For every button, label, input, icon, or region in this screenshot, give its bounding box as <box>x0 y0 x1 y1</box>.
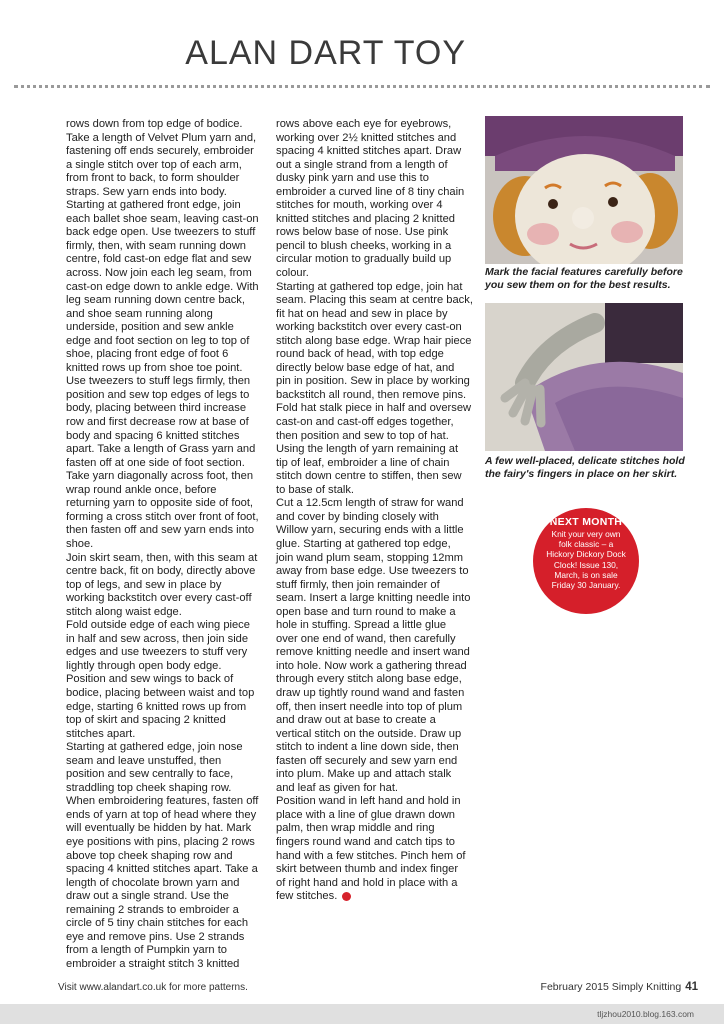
text-line: and draw out at base to create a <box>276 714 436 727</box>
text-line: and cover by binding closely with <box>276 510 439 523</box>
text-line: draw out a single strand. Use the <box>66 890 229 903</box>
text-line: Position wand in left hand and hold in <box>276 795 461 808</box>
text-line: off, then insert needle into top of plum <box>276 700 463 713</box>
text-line: backstitch all round, then remove pins. <box>276 388 467 401</box>
text-line: circular motion to gradually build up <box>276 253 452 266</box>
text-line: Take yarn diagonally across foot, then <box>66 470 254 483</box>
text-line: knitted rows up from shoe toe point. <box>66 361 243 374</box>
page-title: ALAN DART TOY <box>185 34 466 72</box>
text-line: away from base edge. Use tweezers to <box>276 565 469 578</box>
text-line: body, placing between third increase <box>66 402 247 415</box>
text-line: will eventually be hidden by hat. Mark <box>66 822 252 835</box>
end-bullet-icon <box>342 892 351 901</box>
text-line: length of chocolate brown yarn and <box>66 876 240 889</box>
watermark: tljzhou2010.blog.163.com <box>597 1009 694 1019</box>
text-line: body and spacing 6 knitted stitches <box>66 429 240 442</box>
text-line: from front to back, to form shoulder <box>66 172 240 185</box>
text-line: Starting at gathered top edge, join hat <box>276 280 463 293</box>
text-line: rows down from top edge of bodice. <box>66 118 243 130</box>
text-line: pencil to blush cheeks, working in a <box>276 239 452 252</box>
text-line: shoe. <box>66 537 94 550</box>
text-line: palm, then wrap middle and ring <box>276 822 435 835</box>
text-line: place with a line of glue drawn down <box>276 808 455 821</box>
text-line: eye and remove pins. Use 2 strands <box>66 930 245 943</box>
text-line: seam and leave unstuffed, then <box>66 754 222 767</box>
text-line: working over 2½ knitted stitches and <box>276 131 457 144</box>
text-column-2 <box>276 118 478 904</box>
text-line: top of skirt and spacing 2 knitted <box>66 714 226 727</box>
text-line: working backstitch over every cast-off <box>66 592 252 605</box>
text-line: seam. Insert a large knitting needle into <box>276 592 471 605</box>
text-line: apart. Take a length of Grass yarn and <box>66 443 256 456</box>
text-line: Using the length of yarn remaining at <box>276 443 459 456</box>
text-line: dusky pink yarn and use this to <box>276 172 429 185</box>
text-line: above top cheek shaping row and <box>66 849 233 862</box>
text-line: a single stitch over top of each arm, <box>66 158 242 171</box>
text-line: then position and sew to top of hat. <box>276 429 449 442</box>
text-line: vertical stitch on the outside. Draw up <box>276 727 462 740</box>
text-line: Starting at gathered edge, join nose <box>66 741 243 754</box>
text-line: straddling top cheek shaping row. <box>66 781 232 794</box>
text-line: edge, starting 6 knitted rows up from <box>66 700 247 713</box>
text-line: hand with a few stitches. Pinch hem of <box>276 849 466 862</box>
doll-face-photo <box>485 116 683 264</box>
text-line: and leaf as given for hat. <box>276 781 399 794</box>
doll-hand-photo <box>485 303 683 451</box>
header-divider <box>14 85 710 88</box>
text-line: skirt between thumb and index finger <box>276 863 459 876</box>
text-line: stitches apart. <box>66 727 136 740</box>
text-line: stitch down centre to stiffen, then sew <box>276 470 462 483</box>
text-line: Willow yarn, securing ends with a little <box>276 524 464 537</box>
text-line: circle of 5 tiny chain stitches for each <box>66 917 249 930</box>
text-line: from a length of Pumpkin yarn to <box>66 944 228 957</box>
text-line: Cut a 12.5cm length of straw for wand <box>276 497 464 510</box>
text-line: firmly, then, with seam running down <box>66 239 246 252</box>
text-line: fasten off at one side of foot section. <box>66 456 245 469</box>
text-line: straps. Sew yarn ends into body. <box>66 185 227 198</box>
text-line: remove knitting needle and insert wand <box>276 646 470 659</box>
text-line: forming a cross stitch over front of foot, <box>66 510 259 523</box>
text-line: embroider a straight stitch 3 knitted <box>66 957 240 970</box>
text-line: across. Now join each leg seam, from <box>66 267 252 280</box>
text-line: working backstitch over every cast-on <box>276 321 462 334</box>
text-line: row and first decrease row at base of <box>66 416 249 429</box>
text-line: Starting at gathered front edge, join <box>66 199 241 212</box>
text-line: and shoe seam running along <box>66 307 213 320</box>
text-line: open base and turn round to make a <box>276 605 456 618</box>
text-line: Take a length of Velvet Plum yarn and, <box>66 131 257 144</box>
text-line: Position and sew wings to back of <box>66 673 234 686</box>
text-line: edges and use tweezers to stuff very <box>66 646 248 659</box>
footer-issue-label: February 2015 Simply Knitting <box>540 981 682 993</box>
text-line: in half and sew across, then join side <box>66 632 249 645</box>
text-line: leg seam running down centre back, <box>66 294 245 307</box>
text-line: stitch along waist edge. <box>66 605 182 618</box>
text-line: stitch to indent a line down side, then <box>276 741 459 754</box>
text-line: stitches for mouth, working over 4 <box>276 199 443 212</box>
footer-issue <box>541 981 698 993</box>
text-line: position and sew top edges of legs to <box>66 388 250 401</box>
text-line: cast-on and cast-off edges together, <box>276 416 454 429</box>
text-line: returning yarn to opposite side of foot, <box>66 497 254 510</box>
text-line: knitted stitches and placing 2 knitted <box>276 212 455 225</box>
text-line: spacing 4 knitted stitches apart. Draw <box>276 145 462 158</box>
text-line: rows below base of nose. Use pink <box>276 226 449 239</box>
text-line: into plum. Make up and attach stalk <box>276 768 452 781</box>
text-line: Fold hat stalk piece in half and oversew <box>276 402 472 415</box>
text-line: shoe, placing front edge of foot 6 <box>66 348 229 361</box>
text-line: over one end of wand, then carefully <box>276 632 456 645</box>
text-line: spacing 4 knitted stitches apart. Take a <box>66 863 258 876</box>
text-line: back edge open. Use tweezers to stuff <box>66 226 256 239</box>
text-line: rows above each eye for eyebrows, <box>276 118 452 130</box>
text-line: centre, fold cast-on edge flat and sew <box>66 253 252 266</box>
text-line: draw up tightly round wand and fasten <box>276 686 465 699</box>
text-line: round back of head, with top edge <box>276 348 444 361</box>
text-line: edge and foot section on leg to top of <box>66 334 250 347</box>
text-line: Use tweezers to stuff legs firmly, then <box>66 375 251 388</box>
text-line: Fold outside edge of each wing piece <box>66 619 250 632</box>
footer-website-link[interactable]: Visit www.alandart.co.uk for more patterns. <box>58 982 248 993</box>
text-line: out a single strand from a length of <box>276 158 448 171</box>
text-line: fit hat on head and sew in place by <box>276 307 448 320</box>
text-line: stuff firmly, then join remainder of <box>276 578 440 591</box>
next-month-title: NEXT MONTH <box>549 516 623 528</box>
text-line: fasten off securely and sew yarn end <box>276 754 458 767</box>
text-line: bodice, placing between waist and top <box>66 686 255 699</box>
text-line: each ballet shoe seam, leaving cast-on <box>66 212 259 225</box>
text-line: remaining 2 strands to embroider a <box>66 903 239 916</box>
text-line: fastening off ends securely, embroider <box>66 145 254 158</box>
text-line: cast-on edge down to ankle edge. With <box>66 280 259 293</box>
text-line: few stitches. <box>276 890 478 904</box>
text-line: seam. Placing this seam at centre back, <box>276 294 473 307</box>
text-line: wrap round ankle once, before <box>66 483 217 496</box>
text-line: centre back, fit on body, directly above <box>66 565 256 578</box>
text-line: colour. <box>276 267 309 280</box>
text-line: stitch along base edge. Wrap hair piece <box>276 334 472 347</box>
text-line: through every stitch along base edge, <box>276 673 462 686</box>
text-line: to base of stalk. <box>276 483 355 496</box>
text-line: tip of leaf, embroider a line of chain <box>276 456 450 469</box>
text-line: of right hand and hold in place with a <box>276 876 458 889</box>
text-line: When embroidering features, fasten off <box>66 795 259 808</box>
text-line: fingers round wand and catch tips to <box>276 835 455 848</box>
text-line: embroider a curved line of 8 tiny chain <box>276 185 465 198</box>
text-line: underside, position and sew ankle <box>66 321 234 334</box>
page-number: 41 <box>685 981 698 993</box>
text-line: directly below base edge of hat, and <box>276 361 455 374</box>
photo2-caption: A few well-placed, delicate stitches hold the fairy's fingers in place on her skirt. <box>485 455 685 480</box>
next-month-text: Knit your very own folk classic – a Hickory Dickory Dock Clock! Issue 130, March, is on sale Friday 30 January. <box>546 529 626 591</box>
text-line: position and sew centrally to face, <box>66 768 234 781</box>
text-line: ends of yarn at top of head where they <box>66 808 257 821</box>
text-line: Join skirt seam, then, with this seam at <box>66 551 258 564</box>
text-line: lightly through open body edge. <box>66 659 222 672</box>
next-month-badge <box>533 508 639 614</box>
text-column-1 <box>66 118 276 971</box>
photo1-caption: Mark the facial features carefully before you sew them on for the best results. <box>485 266 683 291</box>
text-line: glue. Starting at gathered top edge, <box>276 537 451 550</box>
text-line: top of legs, and sew in place by <box>66 578 222 591</box>
text-line: join wand plum seam, stopping 12mm <box>276 551 464 564</box>
text-line: then fasten off and sew yarn ends into <box>66 524 255 537</box>
text-line: pin in position. Sew in place by working <box>276 375 470 388</box>
text-line: hole in stuffing. Spread a little glue <box>276 619 447 632</box>
text-line: eye positions with pins, placing 2 rows <box>66 835 255 848</box>
text-line: into hole. Now work a gathering thread <box>276 659 467 672</box>
